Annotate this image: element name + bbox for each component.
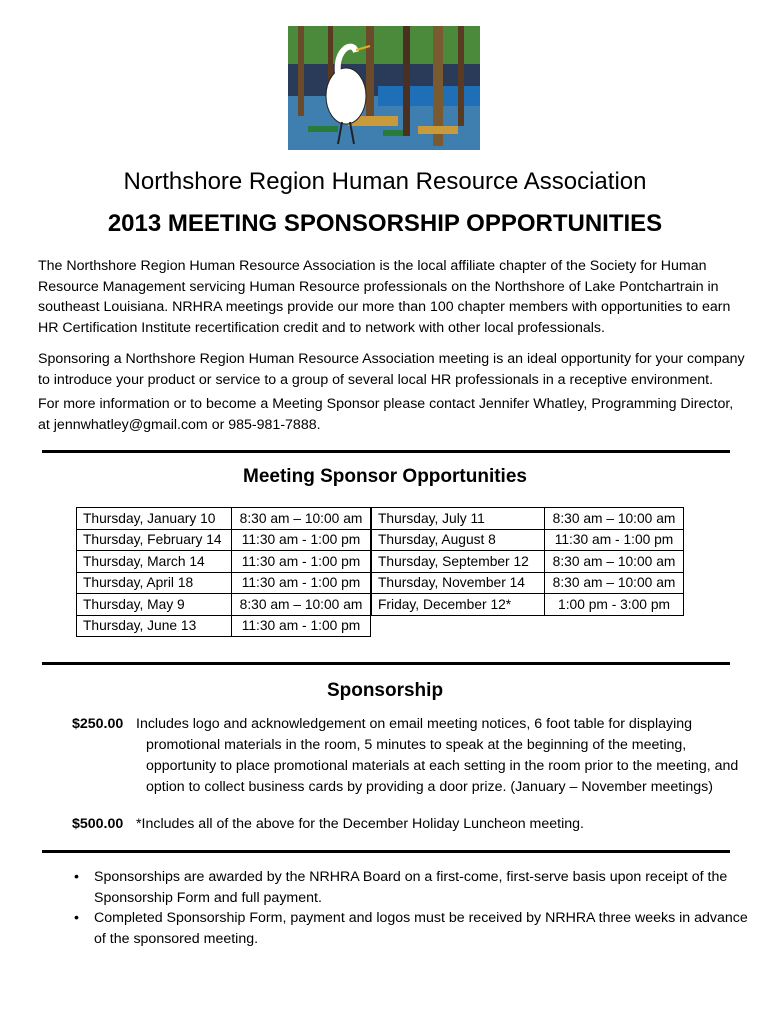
sponsorship-tier-500 xyxy=(72,814,752,835)
table-row xyxy=(372,572,684,594)
table-row xyxy=(372,508,684,530)
meeting-date: Thursday, September 12 xyxy=(372,551,545,573)
table-row xyxy=(77,508,371,530)
meeting-date: Thursday, November 14 xyxy=(372,572,545,594)
meeting-time: 8:30 am – 10:00 am xyxy=(232,508,371,530)
table-row xyxy=(372,529,684,551)
note-text: Sponsorships are awarded by the NRHRA Board on a first-come, first-serve basis upon receipt of the Sponsorship Form and full payment. xyxy=(94,869,728,906)
table-row xyxy=(372,594,684,616)
table-row xyxy=(372,551,684,573)
meeting-date: Thursday, April 18 xyxy=(77,572,232,594)
sponsorship-tier-250 xyxy=(72,714,752,798)
divider xyxy=(42,850,730,853)
notes-list xyxy=(72,867,752,949)
divider xyxy=(42,450,730,453)
meeting-time: 11:30 am - 1:00 pm xyxy=(545,529,684,551)
intro-paragraph-1: The Northshore Region Human Resource Association is the local affiliate chapter of the Society for Human Resource Management servicing Human Resource professionals on the Northshore of Lake Pontchartrain in southeast Louisiana. NRHRA meetings provide our more than 100 chapter members with opportunities to earn HR Certification Institute recertification credit and to network with other local professionals. xyxy=(38,258,731,336)
note-text: Completed Sponsorship Form, payment and logos must be received by NRHRA three weeks in advance of the sponsored meeting. xyxy=(94,910,748,947)
meeting-date: Thursday, June 13 xyxy=(77,615,232,637)
meeting-date: Friday, December 12* xyxy=(372,594,545,616)
meeting-date: Thursday, January 10 xyxy=(77,508,232,530)
org-name: Northshore Region Human Resource Association xyxy=(123,168,647,195)
meeting-time: 8:30 am – 10:00 am xyxy=(232,594,371,616)
table-row xyxy=(77,572,371,594)
bullet-icon: • xyxy=(74,910,79,926)
meeting-time: 11:30 am - 1:00 pm xyxy=(232,551,371,573)
tier-price: $500.00 xyxy=(72,816,124,832)
table-row xyxy=(77,551,371,573)
meeting-date: Thursday, July 11 xyxy=(372,508,545,530)
bullet-icon: • xyxy=(74,869,79,885)
intro-paragraph-2: Sponsoring a Northshore Region Human Resource Association meeting is an ideal opportunity for your company to introduce your product or service to a group of several local HR professionals in a receptive environment. xyxy=(38,351,745,388)
meeting-date: Thursday, March 14 xyxy=(77,551,232,573)
table-row xyxy=(77,594,371,616)
meeting-time: 8:30 am – 10:00 am xyxy=(545,572,684,594)
page-title: 2013 MEETING SPONSORSHIP OPPORTUNITIES xyxy=(107,210,663,237)
meeting-schedule-left xyxy=(76,507,371,637)
egret-logo xyxy=(288,26,480,150)
meeting-time: 11:30 am - 1:00 pm xyxy=(232,572,371,594)
meeting-time: 8:30 am – 10:00 am xyxy=(545,508,684,530)
meeting-schedule-right xyxy=(371,507,684,616)
meeting-date: Thursday, August 8 xyxy=(372,529,545,551)
tier-description: *Includes all of the above for the December Holiday Luncheon meeting. xyxy=(136,816,584,832)
table-row xyxy=(77,529,371,551)
meeting-time: 11:30 am - 1:00 pm xyxy=(232,615,371,637)
meeting-time: 8:30 am – 10:00 am xyxy=(545,551,684,573)
divider xyxy=(42,662,730,665)
list-item xyxy=(72,867,752,908)
meeting-time: 1:00 pm - 3:00 pm xyxy=(545,594,684,616)
table-row xyxy=(77,615,371,637)
intro-paragraph-3: For more information or to become a Meeting Sponsor please contact Jennifer Whatley, Programming Director, at jennwhatley@gmail.com or 985-981-7888. xyxy=(38,396,734,433)
meeting-time: 11:30 am - 1:00 pm xyxy=(232,529,371,551)
tier-description: Includes logo and acknowledgement on email meeting notices, 6 foot table for displaying promotional materials in the room, 5 minutes to speak at the beginning of the meeting, opportunity to place promotional materials at each setting in the room prior to the meeting, and option to collect business cards by providing a door prize. (January – November meetings) xyxy=(136,716,739,795)
list-item xyxy=(72,908,752,949)
meeting-date: Thursday, February 14 xyxy=(77,529,232,551)
meetings-heading: Meeting Sponsor Opportunities xyxy=(243,466,527,487)
tier-price: $250.00 xyxy=(72,716,124,732)
meeting-date: Thursday, May 9 xyxy=(77,594,232,616)
sponsorship-heading: Sponsorship xyxy=(326,680,444,701)
